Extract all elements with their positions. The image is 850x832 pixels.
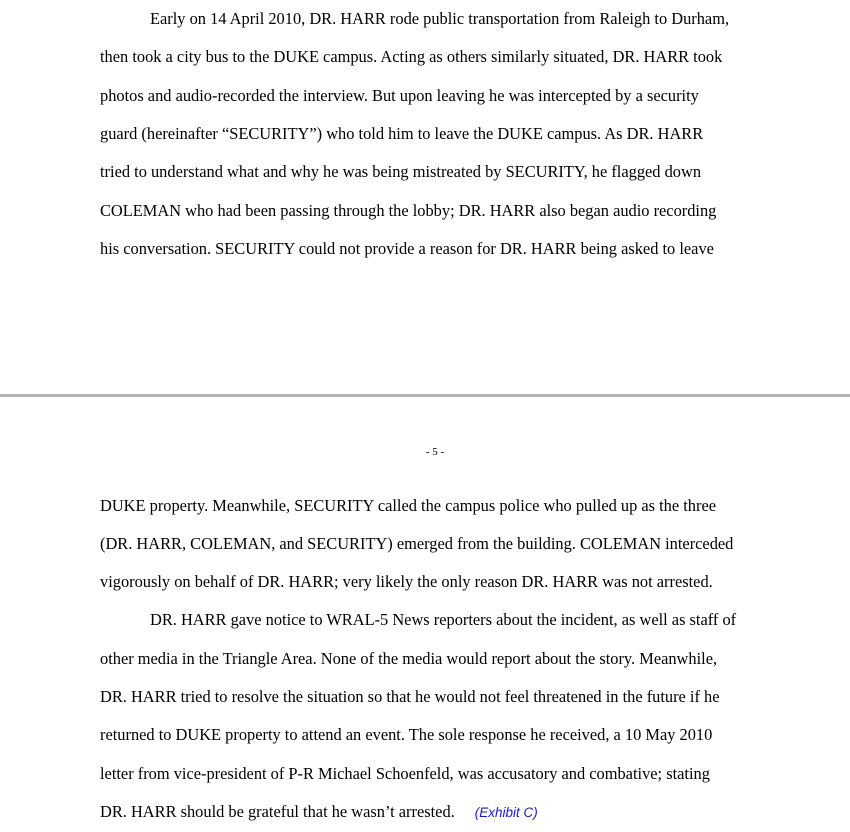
paragraph-line: DUKE property. Meanwhile, SECURITY called the campus police who pulled up as the three [100, 496, 717, 515]
paragraph-line: guard (hereinafter “SECURITY”) who told him to leave the DUKE campus. As DR. HARR [100, 124, 704, 143]
exhibit-c-link[interactable]: (Exhibit C) [474, 805, 538, 820]
paragraph-line: COLEMAN who had been passing through the lobby; DR. HARR also began audio recording [100, 201, 717, 220]
paragraph-line: letter from vice-president of P-R Michael Schoenfeld, was accusatory and combative; stating [100, 764, 710, 783]
paragraph-line: other media in the Triangle Area. None of the media would report about the story. Meanwhile, [100, 649, 718, 668]
paragraph-line: photos and audio-recorded the interview. But upon leaving he was intercepted by a security [100, 86, 699, 105]
page-number: - 5 - [425, 446, 445, 458]
paragraph-line: DR. HARR tried to resolve the situation so that he would not feel threatened in the future if he [100, 687, 720, 706]
paragraph-line: vigorously on behalf of DR. HARR; very likely the only reason DR. HARR was not arrested. [100, 572, 713, 591]
paragraph-line: DR. HARR gave notice to WRAL-5 News reporters about the incident, as well as staff of [150, 610, 737, 629]
paragraph-line: then took a city bus to the DUKE campus. Acting as others similarly situated, DR. HARR took [100, 47, 723, 66]
paragraph-line-final [100, 802, 538, 823]
paragraph-line: Early on 14 April 2010, DR. HARR rode public transportation from Raleigh to Durham, [150, 9, 730, 28]
page-top-section [0, 0, 850, 394]
paragraph-line: his conversation. SECURITY could not provide a reason for DR. HARR being asked to leave [100, 239, 714, 258]
paragraph-line: (DR. HARR, COLEMAN, and SECURITY) emerged from the building. COLEMAN interceded [100, 534, 734, 553]
page-break-divider [0, 394, 850, 397]
paragraph-line-text: DR. HARR should be grateful that he wasn’t arrested. [100, 802, 455, 821]
paragraph-line: tried to understand what and why he was being mistreated by SECURITY, he flagged down [100, 162, 702, 181]
paragraph-line: returned to DUKE property to attend an event. The sole response he received, a 10 May 2010 [100, 725, 713, 744]
